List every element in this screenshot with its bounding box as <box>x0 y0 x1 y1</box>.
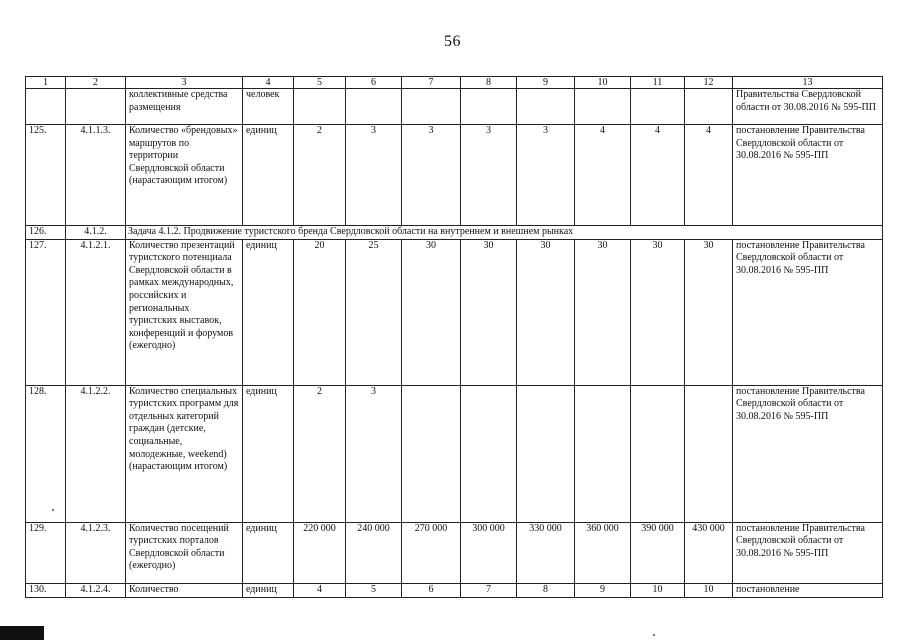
table-row <box>26 583 883 597</box>
header-cell: 10 <box>575 77 631 89</box>
value-cell <box>631 89 685 125</box>
value-cell <box>575 89 631 125</box>
value-cell: 4 <box>294 583 346 597</box>
row-number: 129. <box>26 522 66 583</box>
header-cell: 1 <box>26 77 66 89</box>
row-number <box>26 89 66 125</box>
header-cell: 4 <box>243 77 294 89</box>
header-cell: 7 <box>402 77 461 89</box>
unit: единиц <box>243 583 294 597</box>
value-cell <box>461 89 517 125</box>
header-cell: 11 <box>631 77 685 89</box>
table-row <box>26 385 883 522</box>
row-code: 4.1.2. <box>66 226 126 240</box>
scan-edge-mark <box>0 626 44 640</box>
unit: человек <box>243 89 294 125</box>
header-cell: 2 <box>66 77 126 89</box>
value-cell: 4 <box>575 125 631 226</box>
value-cell: 7 <box>461 583 517 597</box>
value-cell: 8 <box>517 583 575 597</box>
indicator-name: Количество посещений туристских порталов Свердловской области (ежегодно) <box>126 522 243 583</box>
row-number: 125. <box>26 125 66 226</box>
legal-document: постановление Правительства Свердловской области от 30.08.2016 № 595-ПП <box>733 522 883 583</box>
indicator-name: Количество «брендовых» маршрутов по территории Свердловской области (нарастающим итогом) <box>126 125 243 226</box>
value-cell: 270 000 <box>402 522 461 583</box>
scan-speck <box>52 509 54 511</box>
row-number: 126. <box>26 226 66 240</box>
value-cell: 3 <box>346 385 402 522</box>
value-cell: 240 000 <box>346 522 402 583</box>
value-cell <box>294 89 346 125</box>
value-cell <box>517 385 575 522</box>
value-cell <box>631 385 685 522</box>
value-cell <box>575 385 631 522</box>
row-code: 4.1.2.2. <box>66 385 126 522</box>
row-number: 127. <box>26 239 66 385</box>
value-cell: 10 <box>631 583 685 597</box>
header-cell: 6 <box>346 77 402 89</box>
value-cell: 2 <box>294 385 346 522</box>
value-cell <box>402 385 461 522</box>
task-row <box>26 226 883 240</box>
header-cell: 9 <box>517 77 575 89</box>
value-cell: 330 000 <box>517 522 575 583</box>
legal-document: постановление Правительства Свердловской области от 30.08.2016 № 595-ПП <box>733 239 883 385</box>
table-row <box>26 239 883 385</box>
value-cell <box>461 385 517 522</box>
value-cell: 30 <box>685 239 733 385</box>
value-cell: 5 <box>346 583 402 597</box>
value-cell: 390 000 <box>631 522 685 583</box>
legal-document: Правительства Свердловской области от 30.08.2016 № 595-ПП <box>733 89 883 125</box>
indicators-table <box>25 76 883 598</box>
indicator-name: Количество специальных туристских программ для отдельных категорий граждан (детские, социальные, молодежные, weekend) (нарастающим итогом) <box>126 385 243 522</box>
header-cell: 12 <box>685 77 733 89</box>
indicator-name: Количество <box>126 583 243 597</box>
value-cell <box>402 89 461 125</box>
value-cell: 25 <box>346 239 402 385</box>
header-cell: 3 <box>126 77 243 89</box>
row-code: 4.1.2.4. <box>66 583 126 597</box>
value-cell: 20 <box>294 239 346 385</box>
header-cell: 13 <box>733 77 883 89</box>
unit: единиц <box>243 125 294 226</box>
legal-document: постановление Правительства Свердловской области от 30.08.2016 № 595-ПП <box>733 385 883 522</box>
value-cell: 220 000 <box>294 522 346 583</box>
table-row <box>26 89 883 125</box>
value-cell: 30 <box>461 239 517 385</box>
row-number: 130. <box>26 583 66 597</box>
value-cell: 30 <box>631 239 685 385</box>
table-row <box>26 522 883 583</box>
value-cell: 300 000 <box>461 522 517 583</box>
indicator-name: Количество презентаций туристского потенциала Свердловской области в рамках международных, российских и региональных туристских выставок, конференций и форумов (ежегодно) <box>126 239 243 385</box>
value-cell: 4 <box>631 125 685 226</box>
value-cell: 3 <box>517 125 575 226</box>
row-code: 4.1.1.3. <box>66 125 126 226</box>
value-cell: 2 <box>294 125 346 226</box>
unit: единиц <box>243 239 294 385</box>
value-cell <box>685 385 733 522</box>
value-cell: 4 <box>685 125 733 226</box>
value-cell: 10 <box>685 583 733 597</box>
value-cell: 30 <box>575 239 631 385</box>
value-cell: 3 <box>402 125 461 226</box>
header-cell: 8 <box>461 77 517 89</box>
legal-document: постановление <box>733 583 883 597</box>
row-number: 128. <box>26 385 66 522</box>
row-code <box>66 89 126 125</box>
header-row <box>26 77 883 89</box>
row-code: 4.1.2.1. <box>66 239 126 385</box>
row-code: 4.1.2.3. <box>66 522 126 583</box>
value-cell <box>346 89 402 125</box>
value-cell <box>685 89 733 125</box>
table-row <box>26 125 883 226</box>
value-cell: 360 000 <box>575 522 631 583</box>
task-title: Задача 4.1.2. Продвижение туристского бренда Свердловской области на внутреннем и внешнем рынках <box>126 226 883 240</box>
value-cell: 9 <box>575 583 631 597</box>
unit: единиц <box>243 522 294 583</box>
unit: единиц <box>243 385 294 522</box>
value-cell: 30 <box>517 239 575 385</box>
header-cell: 5 <box>294 77 346 89</box>
value-cell <box>517 89 575 125</box>
value-cell: 3 <box>346 125 402 226</box>
indicator-name: коллективные средства размещения <box>126 89 243 125</box>
legal-document: постановление Правительства Свердловской области от 30.08.2016 № 595-ПП <box>733 125 883 226</box>
value-cell: 6 <box>402 583 461 597</box>
value-cell: 430 000 <box>685 522 733 583</box>
value-cell: 30 <box>402 239 461 385</box>
scan-speck <box>653 634 655 636</box>
page-number: 56 <box>444 33 461 50</box>
value-cell: 3 <box>461 125 517 226</box>
